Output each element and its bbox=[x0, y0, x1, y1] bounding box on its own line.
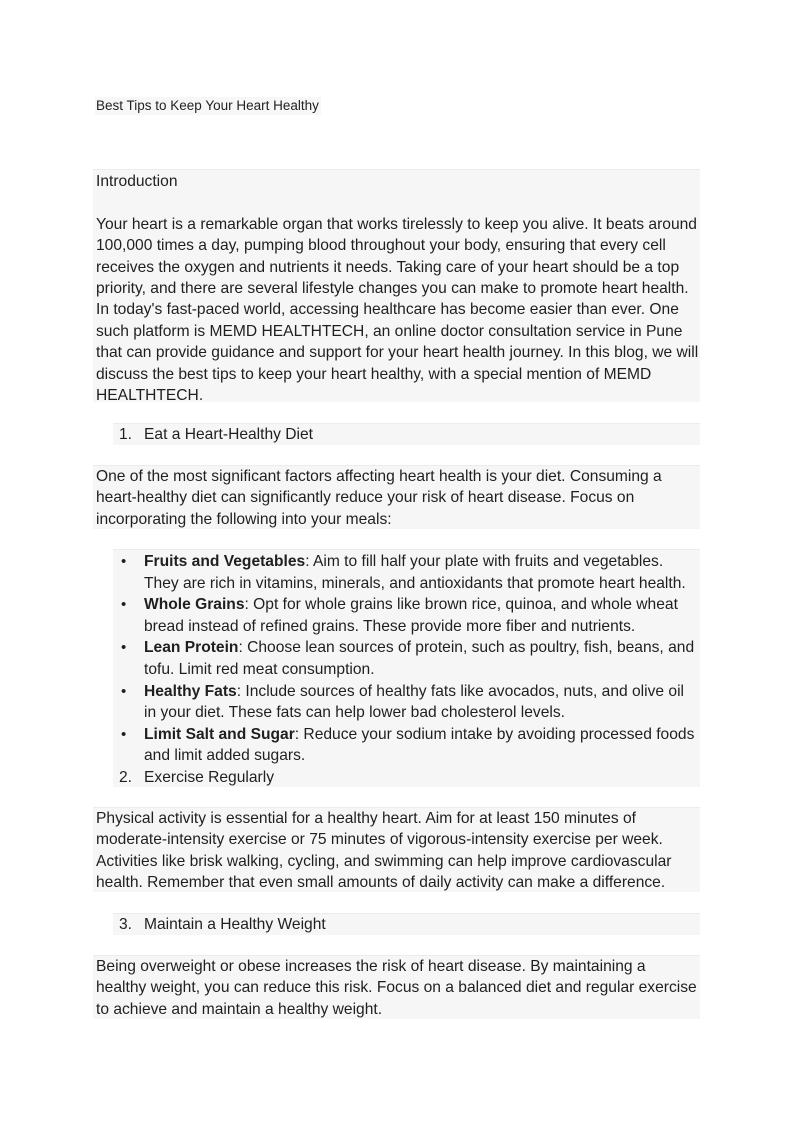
bullet-text: : Reduce your sodium intake by avoiding processed foods and limit added sugars. bbox=[144, 725, 695, 765]
section-1-heading-block bbox=[113, 423, 700, 445]
section-1-body-block bbox=[93, 465, 700, 529]
section-3-number: 3. bbox=[119, 916, 133, 933]
diet-list-block bbox=[113, 549, 700, 787]
section-3-title: Maintain a Healthy Weight bbox=[144, 916, 326, 933]
section-2-title: Exercise Regularly bbox=[144, 768, 274, 786]
section-3-paragraph: Being overweight or obese increases the risk of heart disease. By maintaining a healthy weight, you can reduce this risk. Focus on a balanced diet and regular exercise to achieve and maintain a healthy weight. bbox=[96, 958, 697, 1018]
section-3-heading-block bbox=[113, 913, 700, 935]
bullet-term: Limit Salt and Sugar bbox=[144, 725, 295, 743]
list-item bbox=[113, 551, 700, 594]
bullet-text: : Include sources of healthy fats like avocados, nuts, and olive oil in your diet. These fats can help lower bad cholesterol levels. bbox=[144, 682, 685, 722]
section-2-number: 2. bbox=[119, 768, 133, 786]
bullet-term: Lean Protein bbox=[144, 639, 239, 657]
section-3-body-block bbox=[93, 955, 700, 1019]
section-1-heading bbox=[113, 424, 700, 445]
diet-bullet-list bbox=[113, 551, 700, 767]
bullet-text: : Opt for whole grains like brown rice, quinoa, and whole wheat bread instead of refined grains. These provide more fiber and nutrients. bbox=[144, 596, 678, 635]
bullet-icon: • bbox=[121, 553, 127, 570]
bullet-term: Fruits and Vegetables bbox=[144, 553, 306, 570]
section-2-body-block bbox=[93, 807, 700, 892]
list-item bbox=[113, 724, 700, 767]
list-item bbox=[113, 637, 700, 680]
intro-paragraph: Your heart is a remarkable organ that works tirelessly to keep you alive. It beats around 100,000 times a day, pumping blood throughout your body, ensuring that every cell receives the oxygen and nutrients it needs. Taking care of your heart should be a top priority, and there are several lifestyle changes you can make to promote heart health. In today's fast-paced world, accessing healthcare has become easier than ever. One such platform is MEMD HEALTHTECH, an online doctor consultation service in Pune that can provide guidance and support for your heart health journey. In this blog, we will discuss the best tips to keep your heart healthy, with a special mention of MEMD HEALTHTECH. bbox=[96, 215, 699, 405]
intro-heading: Introduction bbox=[96, 173, 178, 190]
bullet-icon: • bbox=[121, 596, 127, 614]
bullet-icon: • bbox=[121, 639, 127, 657]
bullet-icon: • bbox=[121, 725, 127, 743]
intro-block bbox=[93, 169, 700, 405]
section-1-number: 1. bbox=[119, 426, 133, 443]
bullet-text: : Choose lean sources of protein, such as poultry, fish, beans, and tofu. Limit red meat consumption. bbox=[144, 639, 695, 678]
bullet-icon: • bbox=[121, 682, 127, 700]
section-2-paragraph: Physical activity is essential for a healthy heart. Aim for at least 150 minutes of moderate-intensity exercise or 75 minutes of vigorous-intensity exercise per week. Activities like brisk walking, cycling, and swimming can help improve cardiovascular health. Remember that even small amounts of daily activity can make a difference. bbox=[96, 810, 672, 892]
section-2-heading bbox=[113, 767, 700, 788]
section-3-heading bbox=[113, 914, 700, 935]
bullet-term: Healthy Fats bbox=[144, 682, 237, 700]
section-1-paragraph: One of the most significant factors affecting heart health is your diet. Consuming a heart-healthy diet can significantly reduce your risk of heart disease. Focus on incorporating the following into your meals: bbox=[96, 468, 662, 528]
bullet-text: : Aim to fill half your plate with fruits and vegetables. They are rich in vitamins, minerals, and antioxidants that promote heart health. bbox=[144, 553, 686, 592]
section-1-title: Eat a Heart-Healthy Diet bbox=[144, 426, 314, 443]
list-item bbox=[113, 594, 700, 637]
document-title: Best Tips to Keep Your Heart Healthy bbox=[96, 98, 319, 113]
list-item bbox=[113, 681, 700, 724]
bullet-term: Whole Grains bbox=[144, 596, 245, 614]
